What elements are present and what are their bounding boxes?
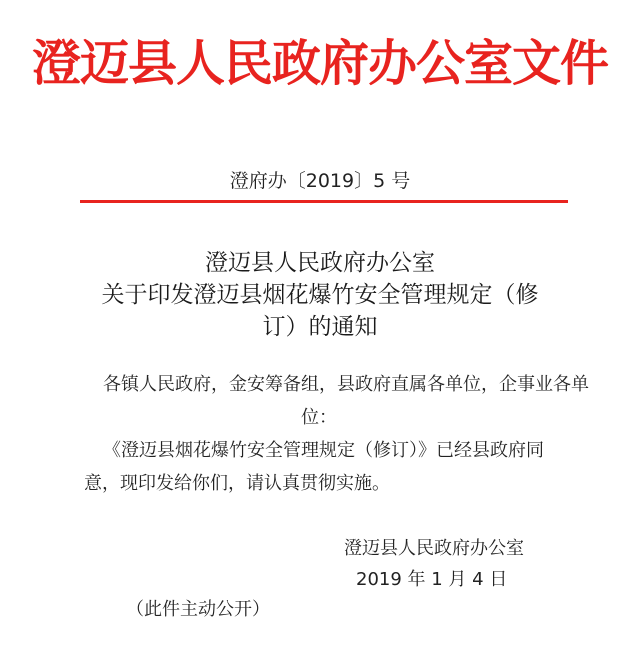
notice-title-line: 关于印发澄迈县烟花爆竹安全管理规定（修 <box>101 282 539 308</box>
body-paragraph-line: 意，现印发给你们，请认真贯彻实施。 <box>84 473 390 494</box>
header-divider-line <box>80 200 568 203</box>
signature-date: 2019 年 1 月 4 日 <box>356 569 508 590</box>
signature-organization: 澄迈县人民政府办公室 <box>344 538 524 559</box>
notice-title-line: 订）的通知 <box>262 314 378 340</box>
body-paragraph-line: 《澄迈县烟花爆竹安全管理规定（修订）》已经县政府同 <box>103 440 544 461</box>
notice-title <box>0 247 640 343</box>
notice-title-line: 澄迈县人民政府办公室 <box>205 250 435 276</box>
document-number: 澄府办〔2019〕5 号 <box>229 170 411 192</box>
document-header-title: 澄迈县人民政府办公室文件 <box>31 35 608 92</box>
addressee-line: 位： <box>301 407 337 428</box>
public-disclosure-note: （此件主动公开） <box>126 599 270 620</box>
addressee-line: 各镇人民政府，金安筹备组，县政府直属各单位，企事业各单 <box>103 374 589 395</box>
